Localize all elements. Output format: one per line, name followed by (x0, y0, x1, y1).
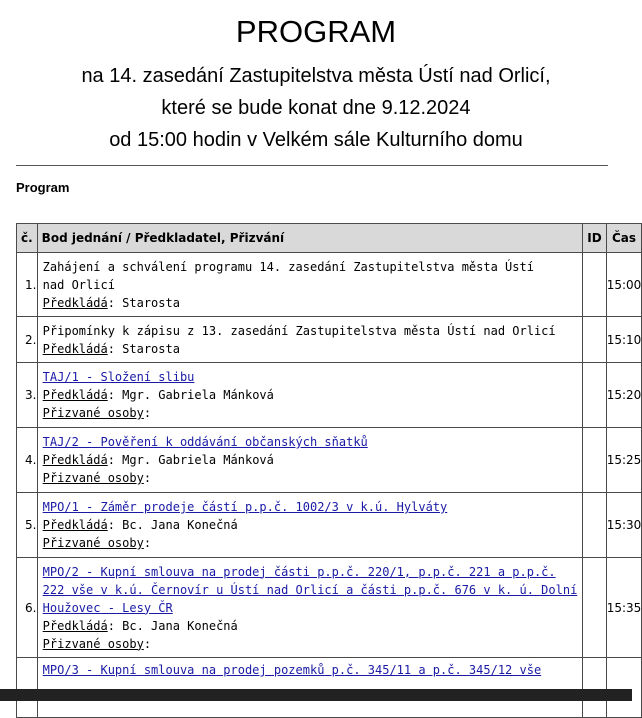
presenter-line: Předkládá: Mgr. Gabriela Mánková (42, 388, 274, 402)
presenter-name: Bc. Jana Konečná (122, 518, 238, 532)
presenter-label: Předkládá (42, 295, 108, 310)
presenter-line: Předkládá: Bc. Jana Konečná (42, 518, 238, 532)
presenter-name: Starosta (122, 295, 180, 310)
table-row (17, 493, 642, 558)
presenter-name: Starosta (122, 341, 180, 356)
table-row (17, 428, 642, 493)
row-time: 15:30 (606, 493, 642, 558)
item-title: Zahájení a schválení programu 14. zasedání Zastupitelstva města Ústí (42, 259, 534, 274)
row-time: 15:25 (606, 428, 642, 493)
header-divider (16, 165, 608, 166)
invited-label: Přizvané osoby (42, 636, 144, 651)
item-title: Připomínky k zápisu z 13. zasedání Zastupitelstva města Ústí nad Orlicí (42, 323, 556, 338)
presenter-label: Předkládá (42, 388, 108, 402)
row-time: 15:10 (606, 317, 642, 363)
row-number: 3. (17, 363, 38, 428)
presenter-name: Mgr. Gabriela Mánková (122, 453, 274, 467)
row-number: 6. (17, 558, 38, 658)
row-content (37, 493, 583, 558)
item-link[interactable]: TAJ/2 - Pověření k oddávání občanských sňatků (42, 435, 368, 449)
invited-line: Přizvané osoby: (42, 536, 152, 550)
table-row (17, 558, 642, 658)
row-content (37, 558, 583, 658)
invited-line: Přizvané osoby: (42, 406, 152, 420)
item-link[interactable]: MPO/2 - Kupní smlouva na prodej části p.p.č. 220/1, p.p.č. 221 a p.p.č. (42, 564, 556, 579)
invited-label: Přizvané osoby (42, 536, 144, 550)
column-header-item: Bod jednání / Předkladatel, Přizvání (37, 224, 583, 253)
page-title: PROGRAM (235, 14, 397, 49)
invited-line: Přizvané osoby: (42, 636, 152, 651)
row-id (583, 558, 606, 658)
presenter-label: Předkládá (42, 518, 108, 532)
presenter-name: Mgr. Gabriela Mánková (122, 388, 274, 402)
table-row (17, 363, 642, 428)
subtitle-line-1: na 14. zasedání Zastupitelstva města Ústí nad Orlicí, (81, 65, 551, 87)
row-time: 15:35 (606, 558, 642, 658)
row-id (583, 493, 606, 558)
item-link[interactable]: Houžovec - Lesy ČR (42, 600, 173, 615)
item-link[interactable]: MPO/1 - Záměr prodeje částí p.p.č. 1002/3 v k.ú. Hylváty (42, 500, 448, 514)
presenter-label: Předkládá (42, 341, 108, 356)
item-title: nad Orlicí (42, 277, 115, 292)
row-time: 15:20 (606, 363, 642, 428)
presenter-line: Předkládá: Starosta (42, 295, 180, 310)
subtitle-line-3: od 15:00 hodin v Velkém sále Kulturního domu (109, 129, 523, 151)
column-header-time: Čas (606, 224, 642, 253)
row-id (583, 658, 606, 718)
row-number: 5. (17, 493, 38, 558)
invited-label: Přizvané osoby (42, 406, 144, 420)
column-header-id: ID (583, 224, 606, 253)
row-number: 1. (17, 253, 38, 317)
table-row (17, 658, 642, 718)
row-content (37, 253, 583, 317)
row-id (583, 317, 606, 363)
row-content (37, 317, 583, 363)
invited-line: Přizvané osoby: (42, 471, 152, 485)
row-time (606, 658, 642, 718)
item-link[interactable]: TAJ/1 - Složení slibu (42, 370, 195, 384)
row-number: 4. (17, 428, 38, 493)
row-id (583, 253, 606, 317)
presenter-label: Předkládá (42, 453, 108, 467)
section-label: Program (16, 180, 70, 195)
item-link[interactable]: MPO/3 - Kupní smlouva na prodej pozemků p.č. 345/11 a p.č. 345/12 vše (42, 663, 542, 677)
bottom-bar (0, 689, 632, 701)
row-time: 15:00 (606, 253, 642, 317)
presenter-line: Předkládá: Starosta (42, 341, 180, 356)
row-content (37, 363, 583, 428)
page-header (0, 0, 632, 156)
row-content (37, 428, 583, 493)
program-table (16, 223, 642, 718)
column-header-number: č. (17, 224, 38, 253)
row-number: 2. (17, 317, 38, 363)
presenter-label: Předkládá (42, 618, 108, 633)
presenter-line: Předkládá: Mgr. Gabriela Mánková (42, 453, 274, 467)
table-row (17, 253, 642, 317)
subtitle-line-2: které se bude konat dne 9.12.2024 (161, 97, 471, 119)
presenter-line: Předkládá: Bc. Jana Konečná (42, 618, 238, 633)
row-number (17, 658, 38, 718)
item-link[interactable]: 222 vše v k.ú. Černovír u Ústí nad Orlicí a části p.p.č. 676 v k. ú. Dolní (42, 582, 578, 597)
presenter-name: Bc. Jana Konečná (122, 618, 238, 633)
table-row (17, 317, 642, 363)
invited-label: Přizvané osoby (42, 471, 144, 485)
table-header-row (17, 224, 642, 253)
row-content (37, 658, 583, 718)
row-id (583, 363, 606, 428)
row-id (583, 428, 606, 493)
